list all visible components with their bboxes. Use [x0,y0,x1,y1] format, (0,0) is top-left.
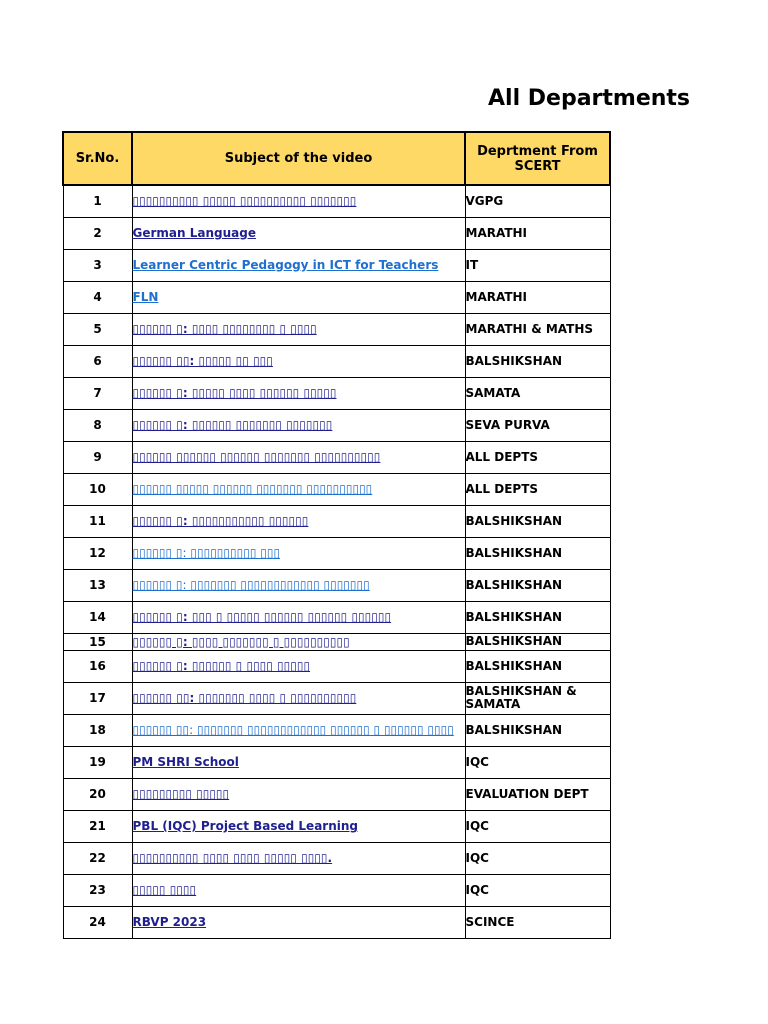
subject-cell [132,906,465,938]
column-header-srno: Sr.No. [63,132,132,185]
subject-cell [132,569,465,601]
sr-no-cell: 15 [63,633,132,650]
table-row [63,409,610,441]
video-link[interactable]: ▯▯▯▯▯▯ ▯: ▯▯▯▯ ▯▯▯▯▯▯▯ ▯ ▯▯▯▯▯▯▯▯▯▯ [132,634,350,649]
video-link[interactable]: ▯▯▯▯▯▯ ▯: ▯▯▯ ▯ ▯▯▯▯▯ ▯▯▯▯▯▯ ▯▯▯▯▯▯ ▯▯▯▯▯▯ [132,610,392,624]
department-cell: ALL DEPTS [465,473,610,505]
subject-cell [132,601,465,633]
subject-cell [132,185,465,217]
subject-cell [132,778,465,810]
sr-no-cell: 1 [63,185,132,217]
department-cell: IQC [465,810,610,842]
sr-no-cell: 3 [63,249,132,281]
sr-no-cell: 18 [63,714,132,746]
department-cell: MARATHI & MATHS [465,313,610,345]
sr-no-cell: 22 [63,842,132,874]
department-cell: BALSHIKSHAN [465,650,610,682]
table-row [63,601,610,633]
video-link[interactable]: Learner Centric Pedagogy in ICT for Teachers [132,258,439,272]
subject-cell [132,746,465,778]
subject-cell [132,441,465,473]
table-row [63,473,610,505]
table-row [63,537,610,569]
department-cell: SEVA PURVA [465,409,610,441]
sr-no-cell: 23 [63,874,132,906]
department-cell: BALSHIKSHAN & SAMATA [465,682,610,714]
table-row [63,778,610,810]
sr-no-cell: 4 [63,281,132,313]
video-link[interactable]: German Language [132,226,256,240]
video-link[interactable]: ▯▯▯▯▯▯ ▯: ▯▯▯▯▯ ▯▯▯▯ ▯▯▯▯▯▯ ▯▯▯▯▯ [132,386,337,400]
video-link[interactable]: ▯▯▯▯▯▯ ▯: ▯▯▯▯▯▯ ▯ ▯▯▯▯ ▯▯▯▯▯ [132,659,311,673]
video-link[interactable]: ▯▯▯▯▯▯▯▯▯▯ ▯▯▯▯▯ ▯▯▯▯▯▯▯▯▯▯ ▯▯▯▯▯▯▯ [132,194,357,209]
table-row [63,650,610,682]
video-link[interactable]: FLN [132,290,159,304]
video-link[interactable]: ▯▯▯▯▯▯ ▯: ▯▯▯▯▯▯ ▯▯▯▯▯▯▯ ▯▯▯▯▯▯▯ [132,418,333,432]
video-table [62,131,611,939]
table-row [63,281,610,313]
table-row [63,714,610,746]
department-cell: IT [465,249,610,281]
table-row [63,185,610,217]
subject-cell [132,650,465,682]
subject-cell [132,842,465,874]
department-cell: EVALUATION DEPT [465,778,610,810]
video-link[interactable]: ▯▯▯▯▯▯ ▯▯: ▯▯▯▯▯ ▯▯ ▯▯▯ [132,354,273,368]
table-row [63,249,610,281]
video-link[interactable]: RBVP 2023 [132,915,207,929]
sr-no-cell: 2 [63,217,132,249]
sr-no-cell: 12 [63,537,132,569]
department-cell: BALSHIKSHAN [465,345,610,377]
department-cell: SCINCE [465,906,610,938]
video-link[interactable]: ▯▯▯▯▯▯▯▯▯ ▯▯▯▯▯ [132,787,230,801]
table-row [63,842,610,874]
column-header-subject: Subject of the video [132,132,465,185]
department-cell: MARATHI [465,217,610,249]
sr-no-cell: 11 [63,505,132,537]
table-body [63,185,610,938]
table-row [63,633,610,650]
sr-no-cell: 19 [63,746,132,778]
video-link[interactable]: ▯▯▯▯▯▯ ▯▯▯▯▯ ▯▯▯▯▯▯ ▯▯▯▯▯▯▯ ▯▯▯▯▯▯▯▯▯▯ [132,482,373,496]
table-row [63,569,610,601]
video-link[interactable]: ▯▯▯▯▯ ▯▯▯▯ [132,883,197,897]
sr-no-cell: 21 [63,810,132,842]
sr-no-cell: 5 [63,313,132,345]
department-cell: BALSHIKSHAN [465,633,610,650]
department-cell: ALL DEPTS [465,441,610,473]
subject-cell [132,409,465,441]
subject-cell [132,345,465,377]
subject-cell [132,473,465,505]
table-row [63,505,610,537]
sr-no-cell: 24 [63,906,132,938]
table-row [63,874,610,906]
subject-cell [132,217,465,249]
table-row [63,682,610,714]
subject-cell [132,682,465,714]
video-link[interactable]: PM SHRI School [132,755,239,769]
subject-cell [132,377,465,409]
page-title: All Departments [488,86,691,111]
department-cell: VGPG [465,185,610,217]
department-cell: BALSHIKSHAN [465,714,610,746]
sr-no-cell: 13 [63,569,132,601]
department-cell: IQC [465,874,610,906]
department-cell: BALSHIKSHAN [465,537,610,569]
video-link[interactable]: ▯▯▯▯▯▯ ▯▯: ▯▯▯▯▯▯▯ ▯▯▯▯▯▯▯▯▯▯▯▯ ▯▯▯▯▯▯ ▯ ▯▯▯▯▯▯ ▯▯▯▯ [132,723,454,737]
video-link[interactable]: ▯▯▯▯▯▯ ▯: ▯▯▯▯▯▯▯▯▯▯ ▯▯▯ [132,546,281,560]
subject-cell [132,714,465,746]
video-link[interactable]: ▯▯▯▯▯▯ ▯▯: ▯▯▯▯▯▯▯ ▯▯▯▯ ▯ ▯▯▯▯▯▯▯▯▯▯ [132,691,357,705]
subject-cell [132,505,465,537]
video-link[interactable]: ▯▯▯▯▯▯ ▯: ▯▯▯▯▯▯▯ ▯▯▯▯▯▯▯▯▯▯▯▯ ▯▯▯▯▯▯▯ [132,578,370,592]
video-link[interactable]: ▯▯▯▯▯▯▯▯▯▯ ▯▯▯▯ ▯▯▯▯ ▯▯▯▯▯ ▯▯▯▯. [132,851,333,865]
table-row [63,746,610,778]
sr-no-cell: 16 [63,650,132,682]
sr-no-cell: 8 [63,409,132,441]
sr-no-cell: 7 [63,377,132,409]
department-cell: IQC [465,746,610,778]
subject-cell [132,874,465,906]
table-row [63,345,610,377]
department-cell: BALSHIKSHAN [465,601,610,633]
video-link[interactable]: ▯▯▯▯▯▯ ▯▯▯▯▯▯ ▯▯▯▯▯▯ ▯▯▯▯▯▯▯ ▯▯▯▯▯▯▯▯▯▯ [132,450,381,464]
table-row [63,377,610,409]
video-link[interactable]: PBL (IQC) Project Based Learning [132,819,359,833]
table-row [63,810,610,842]
subject-cell [132,281,465,313]
subject-cell [132,633,465,650]
sr-no-cell: 6 [63,345,132,377]
subject-cell [132,249,465,281]
video-link[interactable]: ▯▯▯▯▯▯ ▯: ▯▯▯▯▯▯▯▯▯▯▯ ▯▯▯▯▯▯ [132,514,309,528]
department-cell: IQC [465,842,610,874]
table-row [63,313,610,345]
sr-no-cell: 14 [63,601,132,633]
department-cell: SAMATA [465,377,610,409]
subject-cell [132,313,465,345]
department-cell: BALSHIKSHAN [465,505,610,537]
column-header-department: Deprtment From SCERT [465,132,610,185]
video-link[interactable]: ▯▯▯▯▯▯ ▯: ▯▯▯▯ ▯▯▯▯▯▯▯▯ ▯ ▯▯▯▯ [132,322,317,336]
subject-cell [132,810,465,842]
subject-cell [132,537,465,569]
sr-no-cell: 10 [63,473,132,505]
table-header [63,132,610,185]
sr-no-cell: 20 [63,778,132,810]
sr-no-cell: 9 [63,441,132,473]
department-cell: BALSHIKSHAN [465,569,610,601]
department-cell: MARATHI [465,281,610,313]
table-row [63,441,610,473]
table-row [63,217,610,249]
sr-no-cell: 17 [63,682,132,714]
table-row [63,906,610,938]
